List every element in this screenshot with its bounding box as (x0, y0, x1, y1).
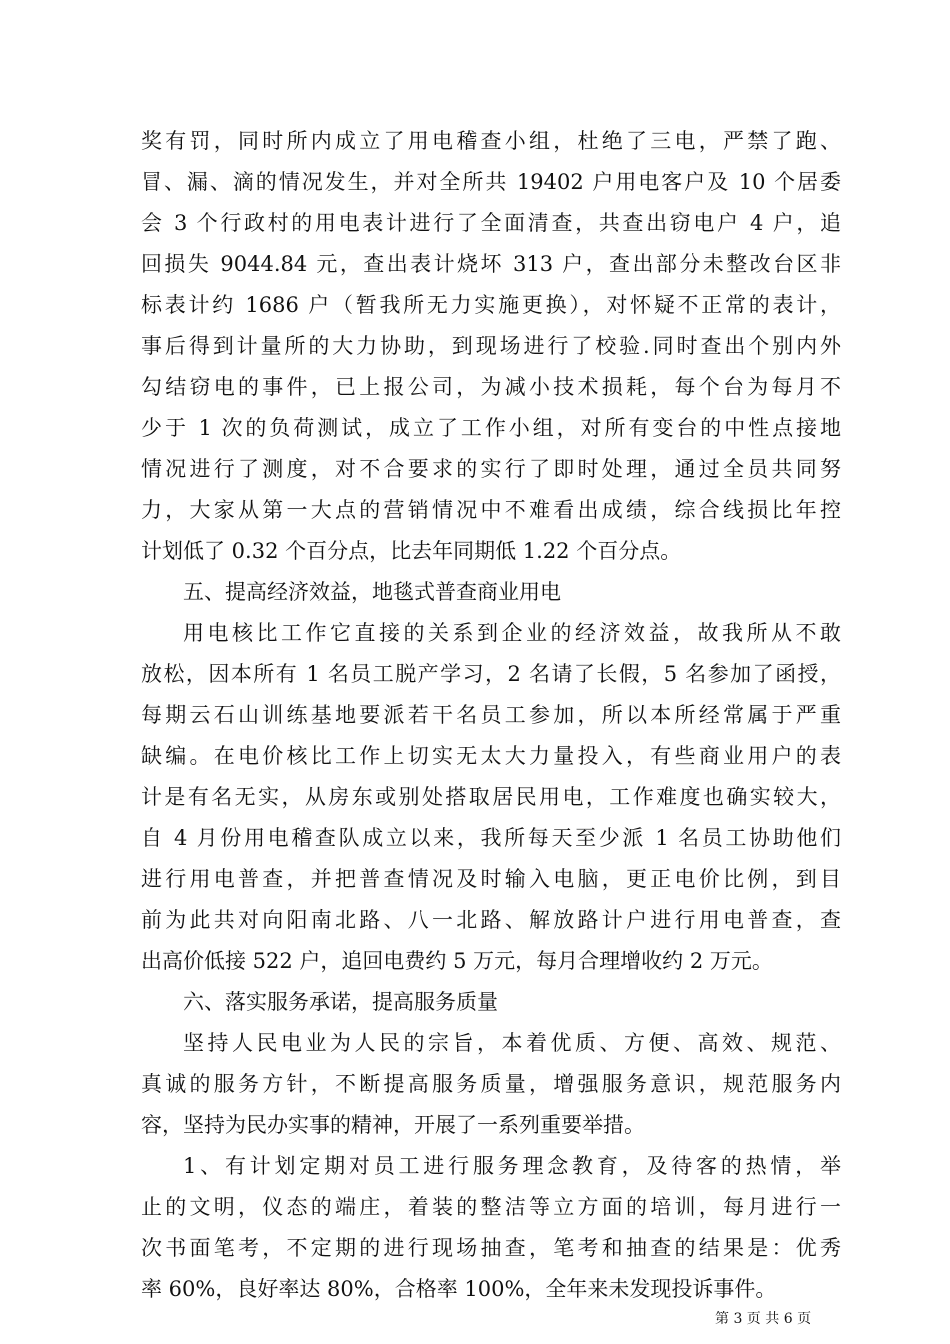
text-line: 事后得到计量所的大力协助，到现场进行了校验.同时查出个别内外 (141, 334, 841, 358)
section-heading: 五、提高经济效益，地毯式普查商业用电 (183, 580, 561, 604)
text-line: 奖有罚，同时所内成立了用电稽查小组，杜绝了三电，严禁了跑、 (141, 129, 841, 153)
text-line: 会 3 个行政村的用电表计进行了全面清查，共查出窃电户 4 户，追 (141, 211, 841, 235)
text-line: 自 4 月份用电稽查队成立以来，我所每天至少派 1 名员工协助他们 (141, 826, 841, 850)
text-line: 回损失 9044.84 元，查出表计烧坏 313 户，查出部分未整改台区非 (141, 252, 841, 276)
text-line: 坚持人民电业为人民的宗旨，本着优质、方便、高效、规范、 (183, 1031, 841, 1055)
text-line: 标表计约 1686 户（暂我所无力实施更换），对怀疑不正常的表计， (141, 293, 841, 317)
text-line: 每期云石山训练基地要派若干名员工参加，所以本所经常属于严重 (141, 703, 841, 727)
text-line: 容，坚持为民办实事的精神，开展了一系列重要举措。 (141, 1113, 645, 1137)
text-line: 率 60%，良好率达 80%，合格率 100%，全年来未发现投诉事件。 (141, 1277, 777, 1301)
text-line: 少于 1 次的负荷测试，成立了工作小组，对所有变台的中性点接地 (141, 416, 841, 440)
text-line: 1、有计划定期对员工进行服务理念教育，及待客的热情，举 (183, 1154, 841, 1178)
text-line: 冒、漏、滴的情况发生，并对全所共 19402 户用电客户及 10 个居委 (141, 170, 841, 194)
text-line: 力，大家从第一大点的营销情况中不难看出成绩，综合线损比年控 (141, 498, 841, 522)
text-line: 真诚的服务方针，不断提高服务质量，增强服务意识，规范服务内 (141, 1072, 841, 1096)
text-line: 计划低了 0.32 个百分点，比去年同期低 1.22 个百分点。 (141, 539, 682, 563)
page-number: 第 3 页 共 6 页 (715, 1311, 812, 1327)
section-heading: 六、落实服务承诺，提高服务质量 (183, 990, 498, 1014)
text-line: 缺编。在电价核比工作上切实无太大力量投入，有些商业用户的表 (141, 744, 841, 768)
text-line: 前为此共对向阳南北路、八一北路、解放路计户进行用电普查，查 (141, 908, 841, 932)
text-line: 出高价低接 522 户，追回电费约 5 万元，每月合理增收约 2 万元。 (141, 949, 773, 973)
text-line: 情况进行了测度，对不合要求的实行了即时处理，通过全员共同努 (141, 457, 841, 481)
text-line: 止的文明，仪态的端庄，着装的整洁等立方面的培训，每月进行一 (141, 1195, 841, 1219)
text-line: 计是有名无实，从房东或别处搭取居民用电，工作难度也确实较大， (141, 785, 841, 809)
text-line: 放松，因本所有 1 名员工脱产学习，2 名请了长假，5 名参加了函授， (141, 662, 841, 686)
text-line: 勾结窃电的事件，已上报公司，为减小技术损耗，每个台为每月不 (141, 375, 841, 399)
text-line: 进行用电普查，并把普查情况及时输入电脑，更正电价比例，到目 (141, 867, 841, 891)
text-line: 用电核比工作它直接的关系到企业的经济效益，故我所从不敢 (183, 621, 841, 645)
text-line: 次书面笔考，不定期的进行现场抽查，笔考和抽查的结果是：优秀 (141, 1236, 841, 1260)
